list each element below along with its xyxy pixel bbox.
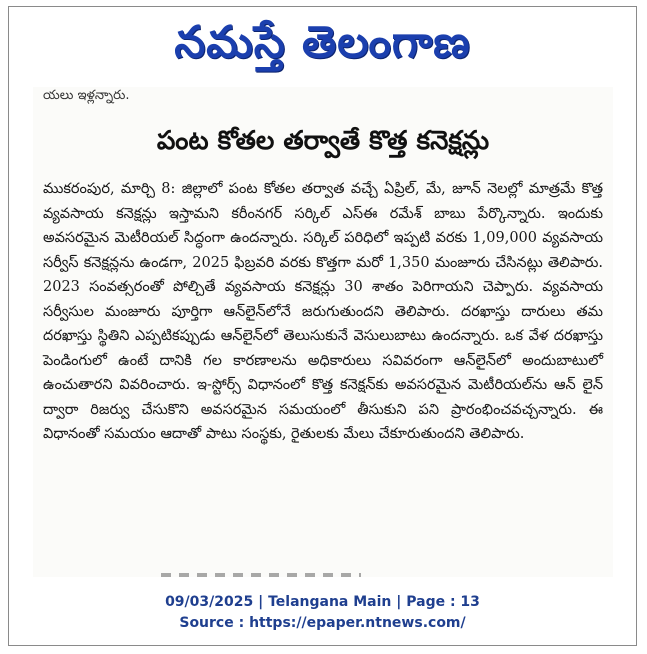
article-headline: పంట కోతల తర్వాతే కొత్త కనెక్షన్లు bbox=[156, 126, 490, 156]
article-clipping bbox=[33, 87, 613, 577]
article-body: ముకరంపుర, మార్చి 8: జిల్లాలో పంట కోతల తర్వాత వచ్చే ఏప్రిల్, మే, జూన్ నెలల్లో మాత్రమే కొత్త వ్యవసాయ కనెక్షన్లు ఇస్తామని కరీంనగర్ సర్కిల్ ఎస్ఈ రమేశ్ బాబు పేర్కొన్నారు. ఇందుకు అవసరమైన మెటీరియల్ సిద్ధంగా ఉందన్నారు. సర్కిల్ పరిధిలో ఇప్పటి వరకు 1,09,000 వ్యవసాయ సర్వీస్ కనెక్షన్లను ఉండగా, 2025 ఫిబ్రవరి వరకు కొత్తగా మరో 1,350 మంజూరు చేసినట్లు తెలిపారు. 2023 సంవత్సరంతో పోల్చితే వ్యవసాయ కనెక్షన్లు 30 శాతం పెరిగాయని చెప్పారు. వ్యవసాయ సర్వీసుల మంజూరు పూర్తిగా ఆన్‌లైన్‌లోనే జరుగుతుందని తెలిపారు. దరఖాస్తు దారులు తమ దరఖాస్తు స్థితిని ఎప్పటికప్పుడు ఆన్‌లైన్‌లో తెలుసుకునే వెసులుబాటు ఉందన్నారు. ఒక వేళ దరఖాస్తు పెండింగులో ఉంటే దానికి గల కారణాలను అధికారులు సవివరంగా ఆన్‌లైన్‌లో అందుబాటులో ఉంచుతారని వివరించారు. ఇ-స్టోర్స్ విధానంలో కొత్త కనెక్షన్‌కు అవసరమైన మెటీరియల్‌ను ఆన్ లైన్ ద్వారా రిజర్వు చేసుకొని అవసరమైన సమయంలో తీసుకుని పని ప్రారంభించవచ్చన్నారు. ఈ విధానంతో సమయం ఆదాతో పాటు సంస్థకు, రైతులకు మేలు చేకూరుతుందని తెలిపారు. bbox=[43, 181, 603, 442]
clipping-cut-edge bbox=[161, 573, 361, 577]
edition-info: 09/03/2025 | Telangana Main | Page : 13 bbox=[165, 594, 480, 610]
epaper-clipping-frame bbox=[8, 6, 637, 646]
newspaper-masthead: నమస్తే తెలంగాణ bbox=[174, 17, 471, 68]
previous-article-fragment: యలు ఇళ్లన్నారు. bbox=[43, 88, 130, 103]
source-link[interactable]: Source : https://epaper.ntnews.com/ bbox=[179, 615, 466, 631]
